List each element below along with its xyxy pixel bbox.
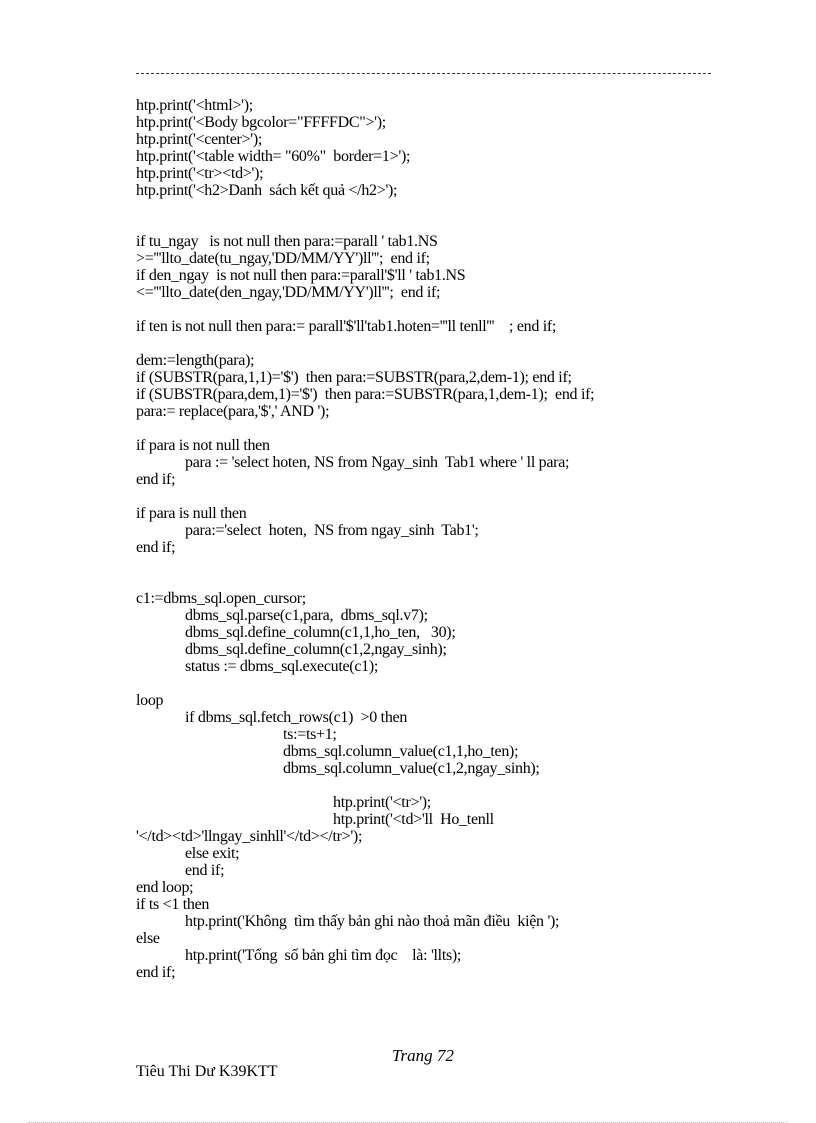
code-line: htp.print('<tr><td>'); [136,165,264,182]
code-line: dbms_sql.parse(c1,para, dbms_sql.v7); [185,607,428,624]
code-line [136,301,736,318]
code-line: htp.print('<table width= "60%" border=1>'); [136,148,411,165]
code-line [136,420,736,437]
code-line [136,675,736,692]
code-line: htp.print('<Body bgcolor="FFFFDC">'); [136,114,386,131]
code-line [136,488,736,505]
code-line: if den_ngay is not null then para:=parall'$'ll ' tab1.NS [136,267,466,284]
code-line: if (SUBSTR(para,1,1)='$') then para:=SUBSTR(para,2,dem-1); end if; [136,369,572,386]
code-line [136,216,736,233]
code-line: end if; [185,862,225,879]
code-line: htp.print('<td>'ll Ho_tenll [333,811,494,828]
code-line: para:= replace(para,'$',' AND '); [136,403,330,420]
code-line: ts:=ts+1; [283,726,337,743]
code-line: status := dbms_sql.execute(c1); [185,658,379,675]
code-line [136,335,736,352]
code-line: dbms_sql.define_column(c1,1,ho_ten, 30); [185,624,456,641]
code-line: if para is null then [136,505,247,522]
code-line: c1:=dbms_sql.open_cursor; [136,590,306,607]
code-line: htp.print('<h2>Danh sách kết quả </h2>'); [136,182,398,199]
code-line: htp.print('<html>'); [136,97,253,114]
code-line [136,573,736,590]
code-line: if tu_ngay is not null then para:=parall ' tab1.NS [136,233,438,250]
code-line: else exit; [185,845,240,862]
code-line: end if; [136,964,176,981]
code-line: if para is not null then [136,437,270,454]
code-line: end loop; [136,879,194,896]
code-line: dbms_sql.column_value(c1,2,ngay_sinh); [283,760,540,777]
code-line [136,556,736,573]
code-line: para:='select hoten, NS from ngay_sinh Tab1'; [185,522,479,539]
author-line: Tiêu Thi Dư K39KTT [136,1063,278,1080]
code-line: dbms_sql.column_value(c1,1,ho_ten); [283,743,519,760]
code-line: >='''llto_date(tu_ngay,'DD/MM/YY')ll'''; end if; [136,250,430,267]
code-line: '</td><td>'llngay_sinhll'</td></tr>'); [136,828,363,845]
code-line: if ts <1 then [136,896,210,913]
code-line: loop [136,692,164,709]
code-listing [136,97,736,981]
code-line: htp.print('<center>'); [136,131,263,148]
code-line: dbms_sql.define_column(c1,2,ngay_sinh); [185,641,447,658]
code-line: end if; [136,539,176,556]
code-line: if dbms_sql.fetch_rows(c1) >0 then [185,709,408,726]
code-line [136,777,736,794]
code-line: if (SUBSTR(para,dem,1)='$') then para:=SUBSTR(para,1,dem-1); end if; [136,386,595,403]
code-line: if ten is not null then para:= parall'$'ll'tab1.hoten='''ll tenll''' ; end if; [136,318,557,335]
page-number: Trang 72 [392,1046,454,1065]
code-line: htp.print('<tr>'); [333,794,431,811]
code-line: <='''llto_date(den_ngay,'DD/MM/YY')ll'''; end if; [136,284,441,301]
code-line: htp.print('Tổng số bản ghi tìm đọc là: 'llts); [185,947,462,964]
code-line: end if; [136,471,176,488]
code-line: para := 'select hoten, NS from Ngay_sinh Tab1 where ' ll para; [185,454,570,471]
code-line [136,199,736,216]
code-line: else [136,930,160,947]
code-line: dem:=length(para); [136,352,255,369]
top-divider [136,73,711,74]
code-line: htp.print('Không tìm thấy bản ghi nào thoả mãn điều kiện '); [185,913,560,930]
